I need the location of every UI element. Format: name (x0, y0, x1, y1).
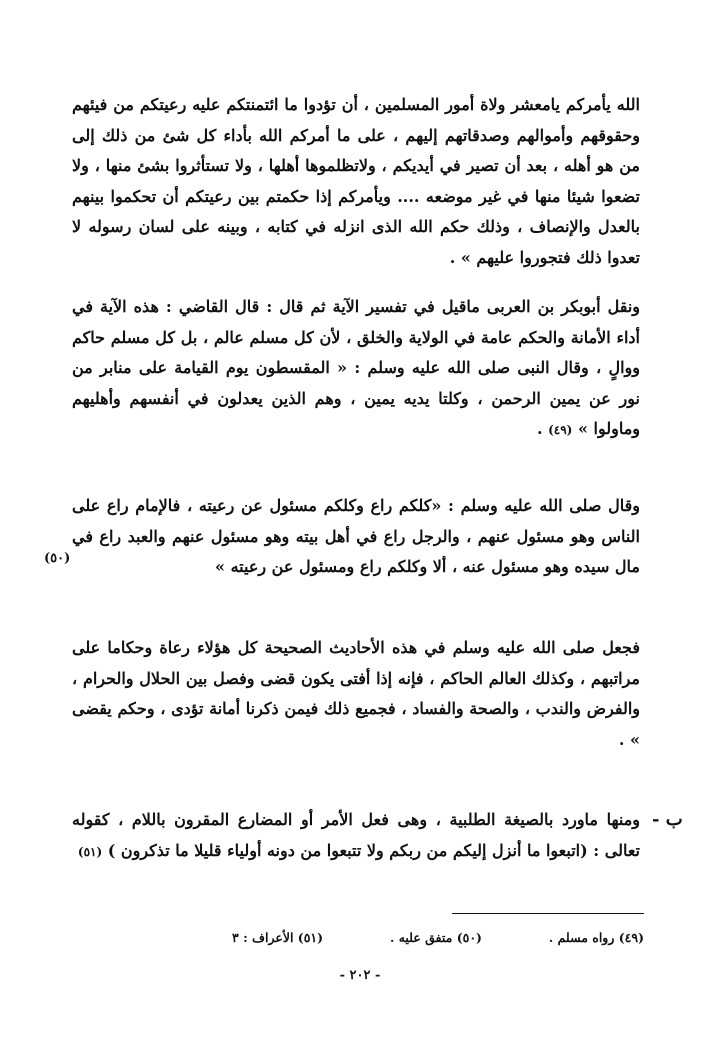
paragraph-4-text: فجعل صلى الله عليه وسلم في هذه الأحاديث الصحيحة كل هؤلاء رعاة وحكاما على مراتبهم ، وكذلك العالم الحاكم ، فإنه إذا أفتى يكون قضى وفصل بين الحلال والحرام ، والفرض والندب ، والصحة والفساد ، فجميع ذلك فيمن ذكرنا أمانة تؤدى ، وحكم يقضى » . (72, 638, 640, 749)
footnote-49: (٤٩) رواه مسلم . (548, 930, 644, 945)
paragraph-1-text: الله يأمركم يامعشر ولاة أمور المسلمين ، أن تؤدوا ما ائتمنتكم عليه رعيتكم من فيئهم وحقوقهم وأموالهم وصدقاتهم إليهم ، على ما أمركم الله بأداء كل شئ من ذلك إلى من هو أهله ، بعد أن تصير في أيديكم ، ولاتظلموها أهلها ، ولا تستأثروا بشئ منها ، ولا تضعوا شيئا منها في غير موضعه .... ويأمركم إذا حكمتم بين رعيتكم أن تحكموا بينهم بالعدل والإنصاف ، وذلك حكم الله الذى انزله في كتابه ، وبينه على لسان رسوله لا تعدوا ذلك فتجوروا عليهم » . (72, 95, 641, 267)
paragraph-2 (72, 292, 640, 446)
paragraph-2-text: ونقل أبوبكر بن العربى ماقيل في تفسير الآية ثم قال : قال القاضي : هذه الآية في أداء الأمانة والحكم عامة في الولاية والخلق ، لأن كل مسلم عالم ، بل كل مسلم حاكم ووالٍ ، وقال النبى صلى الله عليه وسلم : « المقسطون يوم القيامة على منابر من نور عن يمين الرحمن ، وكلتا يديه يمين ، وهم الذين يعدلون في أنفسهم وأهليهم وماولوا » (72, 297, 640, 438)
paragraph-4 (72, 633, 640, 755)
footnote-divider (452, 913, 644, 914)
footnote-ref-51: (٥١) (77, 844, 103, 859)
footnote-ref-50: (٥٠) (44, 551, 71, 566)
paragraph-3 (72, 491, 640, 583)
page-number: - ٢٠٢ - (339, 968, 381, 983)
footnote-51: (٥١) الأعراف : ٣ (232, 930, 324, 945)
footnotes (232, 930, 644, 945)
footnote-50: (٥٠) متفق عليه . (390, 930, 482, 945)
paragraph-2-end: . (536, 419, 549, 438)
paragraph-3-text: وقال صلى الله عليه وسلم : «كلكم راع وكلكم مسئول عن رعيته ، فالإمام راع على الناس وهو مسئول عنهم ، والرجل راع في أهل بيته وهو مسئول عنهم والعبد راع في مال سيده وهو مسئول عنه ، ألا وكلكم راع ومسئول عن رعيته » (72, 496, 640, 576)
footnote-ref-49: (٤٩) (548, 423, 573, 437)
paragraph-1 (72, 90, 640, 273)
paragraph-5-text: ومنها ماورد بالصيغة الطلبية ، وهى فعل الأمر أو المضارع المقرون باللام ، كقوله تعالى : (اتبعوا ما أنزل إليكم من ربكم ولا تتبعوا من دونه أولياء قليلا ما تذكرون ) (72, 810, 640, 860)
paragraph-5 (72, 805, 640, 867)
list-item-label-b: ب - (652, 809, 683, 830)
